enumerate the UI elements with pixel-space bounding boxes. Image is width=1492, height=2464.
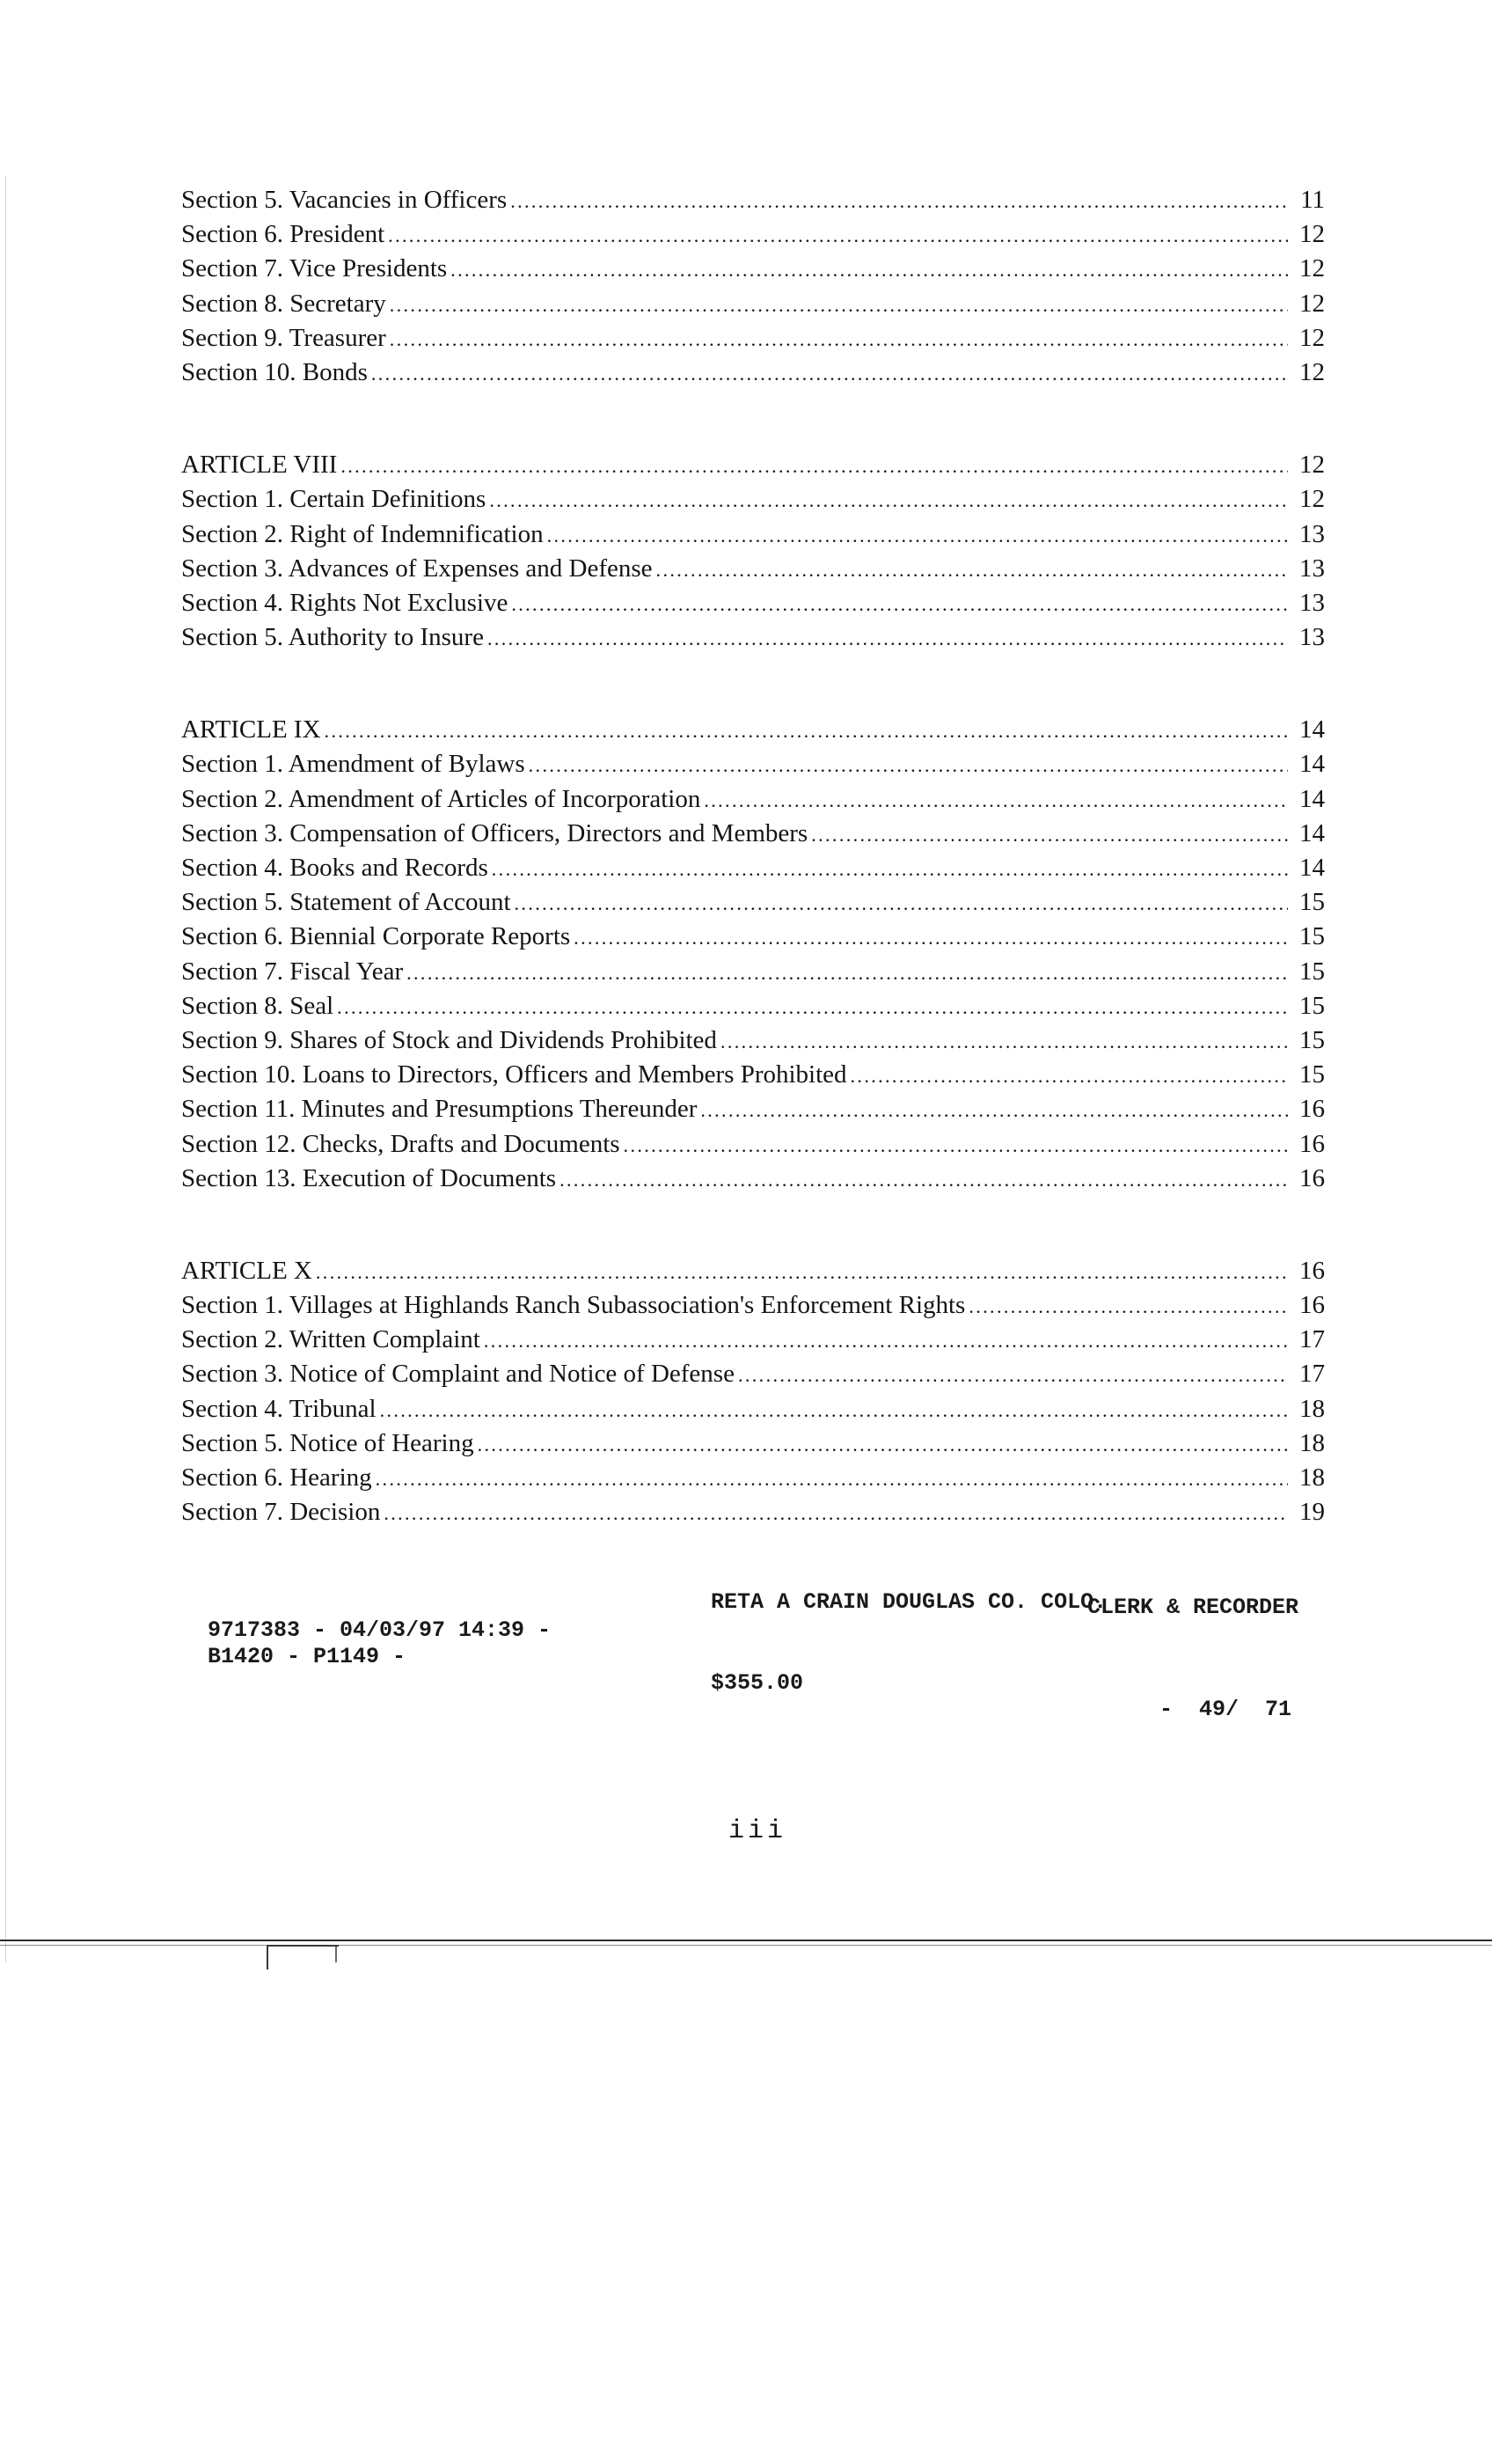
recording-stamp: [208, 1589, 1298, 1722]
toc-entry: [181, 1127, 1325, 1162]
toc-group: [181, 183, 1325, 390]
toc-entry: [181, 448, 1325, 482]
stamp-line-1: [208, 1589, 1298, 1643]
toc-entry-page-number: 18: [1299, 1394, 1325, 1423]
toc-entry: [181, 1323, 1325, 1357]
toc-entry: [181, 747, 1325, 781]
dot-leader: [478, 1427, 1288, 1462]
bottom-rule-secondary: [0, 1945, 1492, 1946]
toc-entry: [181, 252, 1325, 286]
toc-entry: [181, 1288, 1325, 1323]
toc-entry-label: Section 6. Hearing: [181, 1463, 372, 1492]
toc-entry-page-number: 12: [1299, 220, 1325, 249]
dot-leader: [388, 218, 1288, 253]
toc-entry-page-number: 19: [1299, 1498, 1325, 1527]
toc-entry-label: Section 8. Secretary: [181, 289, 386, 318]
toc-entry: [181, 183, 1325, 217]
toc-entry-page-number: 12: [1299, 289, 1325, 318]
toc-entry-label: Section 6. President: [181, 220, 385, 249]
dot-leader: [390, 322, 1288, 356]
bottom-rule: [0, 1940, 1492, 1941]
dot-leader: [574, 920, 1288, 955]
dot-leader: [390, 288, 1288, 322]
toc-entry: [181, 1392, 1325, 1426]
toc-entry-page-number: 12: [1299, 357, 1325, 386]
toc-entry: [181, 1023, 1325, 1058]
toc-entry-page-number: 16: [1299, 1129, 1325, 1158]
dot-leader: [406, 956, 1288, 990]
toc-entry: [181, 1461, 1325, 1495]
dot-leader: [547, 518, 1288, 553]
toc-entry-label: Section 1. Amendment of Bylaws: [181, 750, 525, 779]
toc-entry-label: Section 2. Right of Indemnification: [181, 519, 544, 548]
dot-leader: [484, 1324, 1288, 1358]
toc-entry-page-number: 16: [1299, 1163, 1325, 1192]
stamp-line-2: [208, 1617, 1298, 1722]
toc-entry-page-number: 15: [1299, 957, 1325, 986]
toc-entry-label: Section 3. Advances of Expenses and Defense: [181, 554, 653, 583]
toc-entry-label: Section 4. Rights Not Exclusive: [181, 588, 508, 617]
toc-entry-label: Section 2. Written Complaint: [181, 1325, 480, 1354]
toc-entry: [181, 920, 1325, 954]
dot-leader: [515, 886, 1288, 920]
dot-leader: [560, 1162, 1288, 1197]
crop-mark: [267, 1945, 339, 1969]
stamp-book-page: B1420 - P1149 -: [208, 1644, 406, 1669]
toc-entry-page-number: 15: [1299, 1025, 1325, 1054]
toc-entry-page-number: 18: [1299, 1463, 1325, 1492]
dot-leader: [811, 818, 1288, 852]
toc-entry-page-number: 14: [1299, 818, 1325, 847]
toc-entry-label: Section 4. Tribunal: [181, 1394, 377, 1423]
toc-entry-page-number: 18: [1299, 1428, 1325, 1457]
dot-leader: [510, 184, 1288, 218]
toc-entry: [181, 851, 1325, 885]
toc-entry-page-number: 13: [1299, 623, 1325, 652]
toc-entry: [181, 1495, 1325, 1529]
toc-entry-label: Section 12. Checks, Drafts and Documents: [181, 1129, 620, 1158]
crop-mark-tick: [335, 1947, 337, 1962]
toc-entry-page-number: 15: [1299, 991, 1325, 1020]
dot-leader: [511, 587, 1288, 621]
toc-entry-page-number: 13: [1299, 519, 1325, 548]
toc-entry: [181, 1092, 1325, 1126]
toc-entry-page-number: 13: [1299, 554, 1325, 583]
toc-entry-label: Section 10. Bonds: [181, 357, 368, 386]
toc-entry: [181, 1426, 1325, 1461]
toc-entry: [181, 989, 1325, 1023]
toc-entry-page-number: 14: [1299, 715, 1325, 744]
toc-entry-page-number: 11: [1300, 186, 1325, 214]
dot-leader: [969, 1289, 1288, 1324]
dot-leader: [450, 253, 1288, 287]
toc-entry-page-number: 17: [1299, 1360, 1325, 1389]
toc-entry-page-number: 14: [1299, 784, 1325, 813]
toc-entry-label: Section 4. Books and Records: [181, 854, 488, 882]
toc-entry-label: Section 5. Authority to Insure: [181, 623, 484, 652]
dot-leader: [325, 714, 1288, 748]
toc-entry-page-number: 17: [1299, 1325, 1325, 1354]
dot-leader: [624, 1128, 1288, 1162]
dot-leader: [492, 852, 1288, 886]
dot-leader: [384, 1496, 1288, 1530]
toc-entry: [181, 552, 1325, 586]
dot-leader: [371, 356, 1288, 391]
toc-entry-page-number: 16: [1299, 1291, 1325, 1320]
page-folio: iii: [728, 1816, 787, 1846]
dot-leader: [720, 1024, 1288, 1059]
toc-entry-label: Section 5. Vacancies in Officers: [181, 186, 508, 214]
toc-entry-label: Section 2. Amendment of Articles of Incorporation: [181, 784, 701, 813]
toc-entry-label: Section 1. Certain Definitions: [181, 485, 486, 514]
toc-entry-label: Section 6. Biennial Corporate Reports: [181, 922, 571, 951]
dot-leader: [704, 783, 1288, 818]
toc-entry: [181, 1162, 1325, 1196]
scan-edge-line: [5, 176, 6, 1962]
dot-leader: [316, 1255, 1288, 1289]
toc-entry-page-number: 15: [1299, 1060, 1325, 1089]
toc-entry: [181, 1254, 1325, 1288]
dot-leader: [337, 990, 1288, 1024]
toc-entry: [181, 482, 1325, 517]
toc-entry-label: Section 8. Seal: [181, 991, 334, 1020]
toc-group: [181, 448, 1325, 655]
table-of-contents: [181, 183, 1325, 1588]
toc-entry: [181, 817, 1325, 851]
toc-entry-label: ARTICLE IX: [181, 715, 321, 744]
toc-entry-page-number: 12: [1299, 254, 1325, 283]
toc-entry-page-number: 15: [1299, 922, 1325, 951]
stamp-fee: $355.00: [711, 1670, 804, 1696]
toc-entry: [181, 586, 1325, 620]
toc-entry-page-number: 14: [1299, 854, 1325, 882]
toc-entry-label: Section 1. Villages at Highlands Ranch Subassociation's Enforcement Rights: [181, 1291, 966, 1320]
toc-group: [181, 1254, 1325, 1530]
stamp-recorder-name: RETA A CRAIN DOUGLAS CO. COLO.: [711, 1589, 1108, 1615]
dot-leader: [738, 1358, 1288, 1392]
toc-entry: [181, 885, 1325, 920]
toc-entry-page-number: 14: [1299, 750, 1325, 779]
toc-entry-label: ARTICLE VIII: [181, 451, 338, 480]
toc-entry-label: Section 5. Statement of Account: [181, 888, 511, 917]
toc-entry-label: Section 9. Shares of Stock and Dividends Prohibited: [181, 1025, 717, 1054]
toc-entry: [181, 782, 1325, 817]
toc-entry-page-number: 16: [1299, 1256, 1325, 1285]
toc-entry-label: Section 10. Loans to Directors, Officers and Members Prohibited: [181, 1060, 847, 1089]
dot-leader: [340, 449, 1288, 483]
toc-entry: [181, 1058, 1325, 1092]
toc-entry-label: Section 3. Compensation of Officers, Directors and Members: [181, 818, 808, 847]
toc-entry-page-number: 15: [1299, 888, 1325, 917]
toc-entry: [181, 713, 1325, 747]
toc-entry: [181, 955, 1325, 989]
toc-entry: [181, 1357, 1325, 1391]
dot-leader: [380, 1393, 1288, 1427]
stamp-reception-number: 9717383 - 04/03/97 14:39 -: [208, 1617, 552, 1643]
toc-entry: [181, 287, 1325, 321]
toc-entry-label: Section 7. Fiscal Year: [181, 957, 404, 986]
dot-leader: [376, 1462, 1288, 1496]
toc-entry-page-number: 12: [1299, 451, 1325, 480]
toc-entry: [181, 356, 1325, 390]
toc-entry-label: Section 9. Treasurer: [181, 323, 386, 352]
toc-group: [181, 713, 1325, 1196]
dot-leader: [700, 1093, 1288, 1127]
toc-entry-label: ARTICLE X: [181, 1256, 312, 1285]
toc-entry-page-number: 16: [1299, 1095, 1325, 1124]
toc-entry-label: Section 11. Minutes and Presumptions Thereunder: [181, 1095, 698, 1124]
dot-leader: [656, 553, 1288, 587]
toc-entry-label: Section 13. Execution of Documents: [181, 1163, 557, 1192]
toc-entry-label: Section 7. Vice Presidents: [181, 254, 448, 283]
dot-leader: [487, 621, 1288, 656]
toc-entry: [181, 321, 1325, 356]
dot-leader: [529, 748, 1288, 782]
toc-entry-page-number: 12: [1299, 485, 1325, 514]
toc-entry-label: Section 5. Notice of Hearing: [181, 1428, 474, 1457]
toc-entry-label: Section 7. Decision: [181, 1498, 381, 1527]
stamp-page-count: - 49/ 71: [1159, 1697, 1291, 1722]
dot-leader: [851, 1059, 1288, 1093]
stamp-recorder-title: CLERK & RECORDER: [1086, 1595, 1298, 1620]
toc-entry: [181, 620, 1325, 655]
toc-entry: [181, 217, 1325, 252]
dot-leader: [489, 483, 1288, 517]
toc-entry-page-number: 13: [1299, 588, 1325, 617]
toc-entry-page-number: 12: [1299, 323, 1325, 352]
toc-entry-label: Section 3. Notice of Complaint and Notice of Defense: [181, 1360, 735, 1389]
toc-entry: [181, 517, 1325, 552]
